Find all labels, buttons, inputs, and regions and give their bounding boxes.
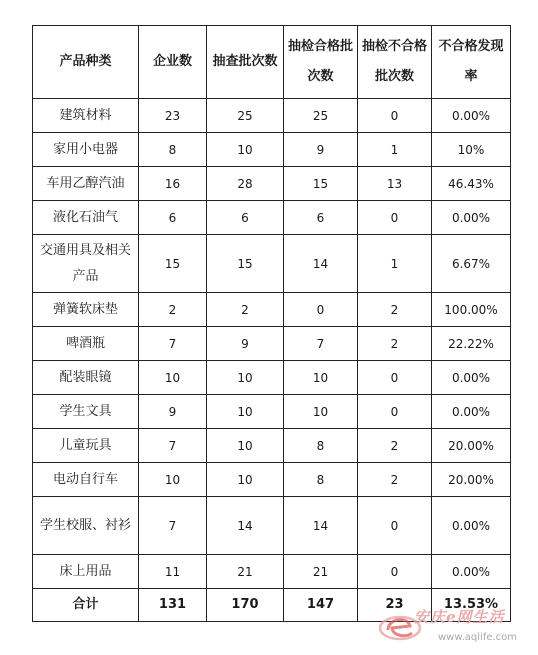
cell-product: 学生校服、衬衫 (33, 497, 139, 555)
header-qualified-batches: 抽检合格批次数 (284, 26, 358, 99)
cell-product: 弹簧软床垫 (33, 293, 139, 327)
header-unqualified-rate: 不合格发现率 (432, 26, 511, 99)
cell-rate: 100.00% (432, 293, 511, 327)
cell-sampled: 10 (207, 133, 284, 167)
cell-qualified: 14 (284, 235, 358, 293)
cell-product: 交通用具及相关产品 (33, 235, 139, 293)
cell-rate: 6.67% (432, 235, 511, 293)
total-unqualified: 23 (358, 589, 432, 622)
total-sampled: 170 (207, 589, 284, 622)
cell-rate: 20.00% (432, 463, 511, 497)
cell-unqualified: 2 (358, 463, 432, 497)
cell-product: 家用小电器 (33, 133, 139, 167)
total-qualified: 147 (284, 589, 358, 622)
cell-unqualified: 0 (358, 201, 432, 235)
inspection-results-table (32, 25, 511, 622)
cell-unqualified: 1 (358, 235, 432, 293)
cell-qualified: 15 (284, 167, 358, 201)
cell-enterprises: 15 (139, 235, 207, 293)
cell-enterprises: 16 (139, 167, 207, 201)
cell-unqualified: 13 (358, 167, 432, 201)
cell-rate: 0.00% (432, 555, 511, 589)
cell-qualified: 7 (284, 327, 358, 361)
cell-sampled: 10 (207, 463, 284, 497)
cell-rate: 22.22% (432, 327, 511, 361)
cell-product: 儿童玩具 (33, 429, 139, 463)
header-product-type: 产品种类 (33, 26, 139, 99)
table-row (33, 497, 511, 555)
cell-product: 电动自行车 (33, 463, 139, 497)
cell-qualified: 10 (284, 395, 358, 429)
total-rate: 13.53% (432, 589, 511, 622)
cell-unqualified: 2 (358, 429, 432, 463)
cell-enterprises: 7 (139, 327, 207, 361)
cell-sampled: 9 (207, 327, 284, 361)
table-row (33, 395, 511, 429)
cell-sampled: 10 (207, 395, 284, 429)
header-sampled-batches: 抽查批次数 (207, 26, 284, 99)
cell-enterprises: 7 (139, 429, 207, 463)
cell-unqualified: 0 (358, 395, 432, 429)
watermark-url: www.aqlife.com (438, 632, 518, 643)
cell-rate: 0.00% (432, 201, 511, 235)
cell-enterprises: 10 (139, 361, 207, 395)
cell-unqualified: 0 (358, 497, 432, 555)
cell-product: 啤酒瓶 (33, 327, 139, 361)
cell-qualified: 14 (284, 497, 358, 555)
cell-enterprises: 8 (139, 133, 207, 167)
cell-enterprises: 2 (139, 293, 207, 327)
cell-rate: 0.00% (432, 497, 511, 555)
cell-rate: 0.00% (432, 99, 511, 133)
cell-sampled: 2 (207, 293, 284, 327)
table-row (33, 429, 511, 463)
cell-enterprises: 11 (139, 555, 207, 589)
cell-qualified: 0 (284, 293, 358, 327)
cell-enterprises: 7 (139, 497, 207, 555)
cell-unqualified: 0 (358, 555, 432, 589)
table-row (33, 327, 511, 361)
cell-sampled: 21 (207, 555, 284, 589)
cell-rate: 20.00% (432, 429, 511, 463)
cell-enterprises: 9 (139, 395, 207, 429)
cell-enterprises: 10 (139, 463, 207, 497)
cell-sampled: 6 (207, 201, 284, 235)
cell-unqualified: 0 (358, 361, 432, 395)
cell-enterprises: 6 (139, 201, 207, 235)
table-row (33, 99, 511, 133)
cell-rate: 0.00% (432, 361, 511, 395)
cell-unqualified: 1 (358, 133, 432, 167)
cell-sampled: 10 (207, 429, 284, 463)
cell-sampled: 25 (207, 99, 284, 133)
cell-product: 学生文具 (33, 395, 139, 429)
cell-enterprises: 23 (139, 99, 207, 133)
table-row (33, 235, 511, 293)
cell-rate: 10% (432, 133, 511, 167)
cell-qualified: 25 (284, 99, 358, 133)
cell-unqualified: 2 (358, 293, 432, 327)
table-row (33, 167, 511, 201)
cell-qualified: 21 (284, 555, 358, 589)
cell-qualified: 8 (284, 463, 358, 497)
table-row (33, 201, 511, 235)
cell-sampled: 28 (207, 167, 284, 201)
cell-rate: 46.43% (432, 167, 511, 201)
cell-qualified: 9 (284, 133, 358, 167)
cell-unqualified: 2 (358, 327, 432, 361)
cell-qualified: 8 (284, 429, 358, 463)
cell-sampled: 14 (207, 497, 284, 555)
header-unqualified-batches: 抽检不合格批次数 (358, 26, 432, 99)
header-enterprises: 企业数 (139, 26, 207, 99)
total-enterprises: 131 (139, 589, 207, 622)
cell-sampled: 15 (207, 235, 284, 293)
cell-qualified: 6 (284, 201, 358, 235)
cell-unqualified: 0 (358, 99, 432, 133)
cell-product: 建筑材料 (33, 99, 139, 133)
cell-product: 车用乙醇汽油 (33, 167, 139, 201)
site-watermark (378, 602, 538, 652)
table-row (33, 133, 511, 167)
cell-rate: 0.00% (432, 395, 511, 429)
table-row (33, 463, 511, 497)
header-row (33, 26, 511, 99)
cell-qualified: 10 (284, 361, 358, 395)
cell-product: 液化石油气 (33, 201, 139, 235)
total-label: 合计 (33, 589, 139, 622)
table-row (33, 293, 511, 327)
table-row (33, 555, 511, 589)
cell-sampled: 10 (207, 361, 284, 395)
table-row (33, 361, 511, 395)
cell-product: 配装眼镜 (33, 361, 139, 395)
cell-product: 床上用品 (33, 555, 139, 589)
watermark-title: 安庆e网生活 (414, 608, 505, 626)
